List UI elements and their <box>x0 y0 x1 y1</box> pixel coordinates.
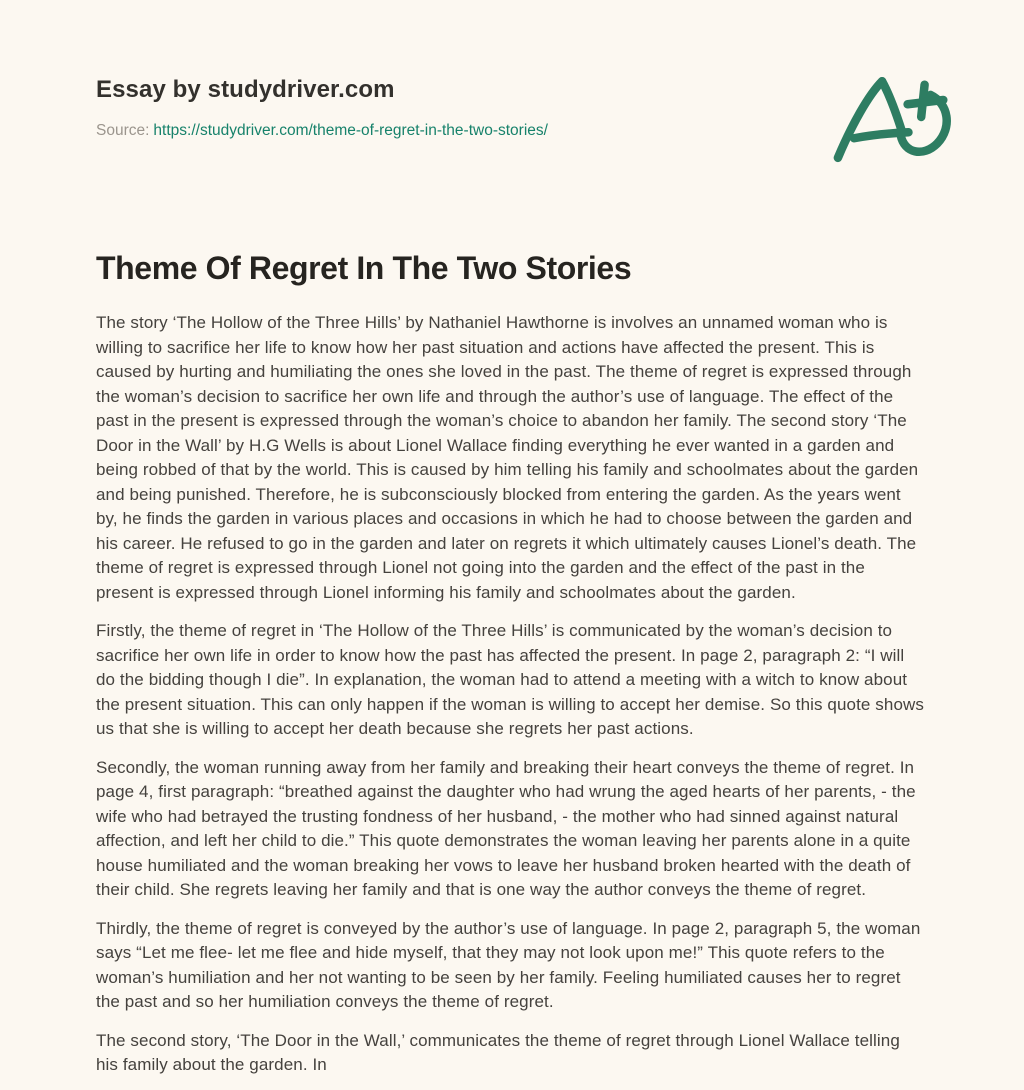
page-title: Theme Of Regret In The Two Stories <box>96 250 632 286</box>
essay-paragraph: Secondly, the woman running away from her family and breaking their heart conveys the theme of regret. In page 4, first paragraph: “breathed against the daughter who had wrung the aged hearts of her parents, - the wife who had betrayed the trusting fondness of her husband, - the mother who had sinned against natural affection, and left her child to die.” This quote demonstrates the woman leaving her parents alone in a quite house humiliated and the woman breaking her vows to leave her husband broken hearted with the death of their child. She regrets leaving her family and that is one way the author conveys the theme of regret. <box>96 757 916 899</box>
essay-paragraph: Thirdly, the theme of regret is conveyed by the author’s use of language. In page 2, paragraph 5, the woman says “Let me flee- let me flee and hide myself, that they may not look upon me!” This quote refers to the woman’s humiliation and her not wanting to be seen by her family. Feeling humiliated causes her to regret the past and so her humiliation conveys the theme of regret. <box>96 918 921 1011</box>
essay-paragraph: Firstly, the theme of regret in ‘The Hollow of the Three Hills’ is communicated by the woman’s decision to sacrifice her own life in order to know how the past has affected the present. In page 2, paragraph 2: “I will do the bidding though I die”. In explanation, the woman had to attend a meeting with a witch to know about the present situation. This can only happen if the woman is willing to accept her demise. So this quote shows us that she is willing to accept her death because she regrets her past actions. <box>96 621 924 738</box>
essay-body <box>96 311 926 1078</box>
source-line <box>96 121 926 140</box>
page-header <box>96 76 926 140</box>
studydriver-a-plus-logo-icon <box>826 68 962 166</box>
source-url-link[interactable]: https://studydriver.com/theme-of-regret-in-the-two-stories/ <box>153 122 548 139</box>
source-label: Source: <box>96 122 150 139</box>
essay-paragraph: The story ‘The Hollow of the Three Hills’ by Nathaniel Hawthorne is involves an unnamed woman who is willing to sacrifice her life to know how her past situation and actions have affected the present. This is caused by hurting and humiliating the ones she loved in the past. The theme of regret is expressed through the woman’s decision to sacrifice her own life and through the author’s use of language. The effect of the past in the present is expressed through the woman’s choice to abandon her family. The second story ‘The Door in the Wall’ by H.G Wells is about Lionel Wallace finding everything he ever wanted in a garden and being robbed of that by the world. This is caused by him telling his family and schoolmates about the garden and being punished. Therefore, he is subconsciously blocked from entering the garden. As the years went by, he finds the garden in various places and occasions in which he had to choose between the garden and his career. He refused to go in the garden and later on regrets it which ultimately causes Lionel’s death. The theme of regret is expressed through Lionel not going into the garden and the effect of the past in the present is expressed through Lionel informing his family and schoolmates about the garden. <box>96 313 919 602</box>
essay-by-heading: Essay by studydriver.com <box>96 76 395 103</box>
essay-paragraph: The second story, ‘The Door in the Wall,’ communicates the theme of regret through Lionel Wallace telling his family about the garden. In <box>96 1030 900 1074</box>
